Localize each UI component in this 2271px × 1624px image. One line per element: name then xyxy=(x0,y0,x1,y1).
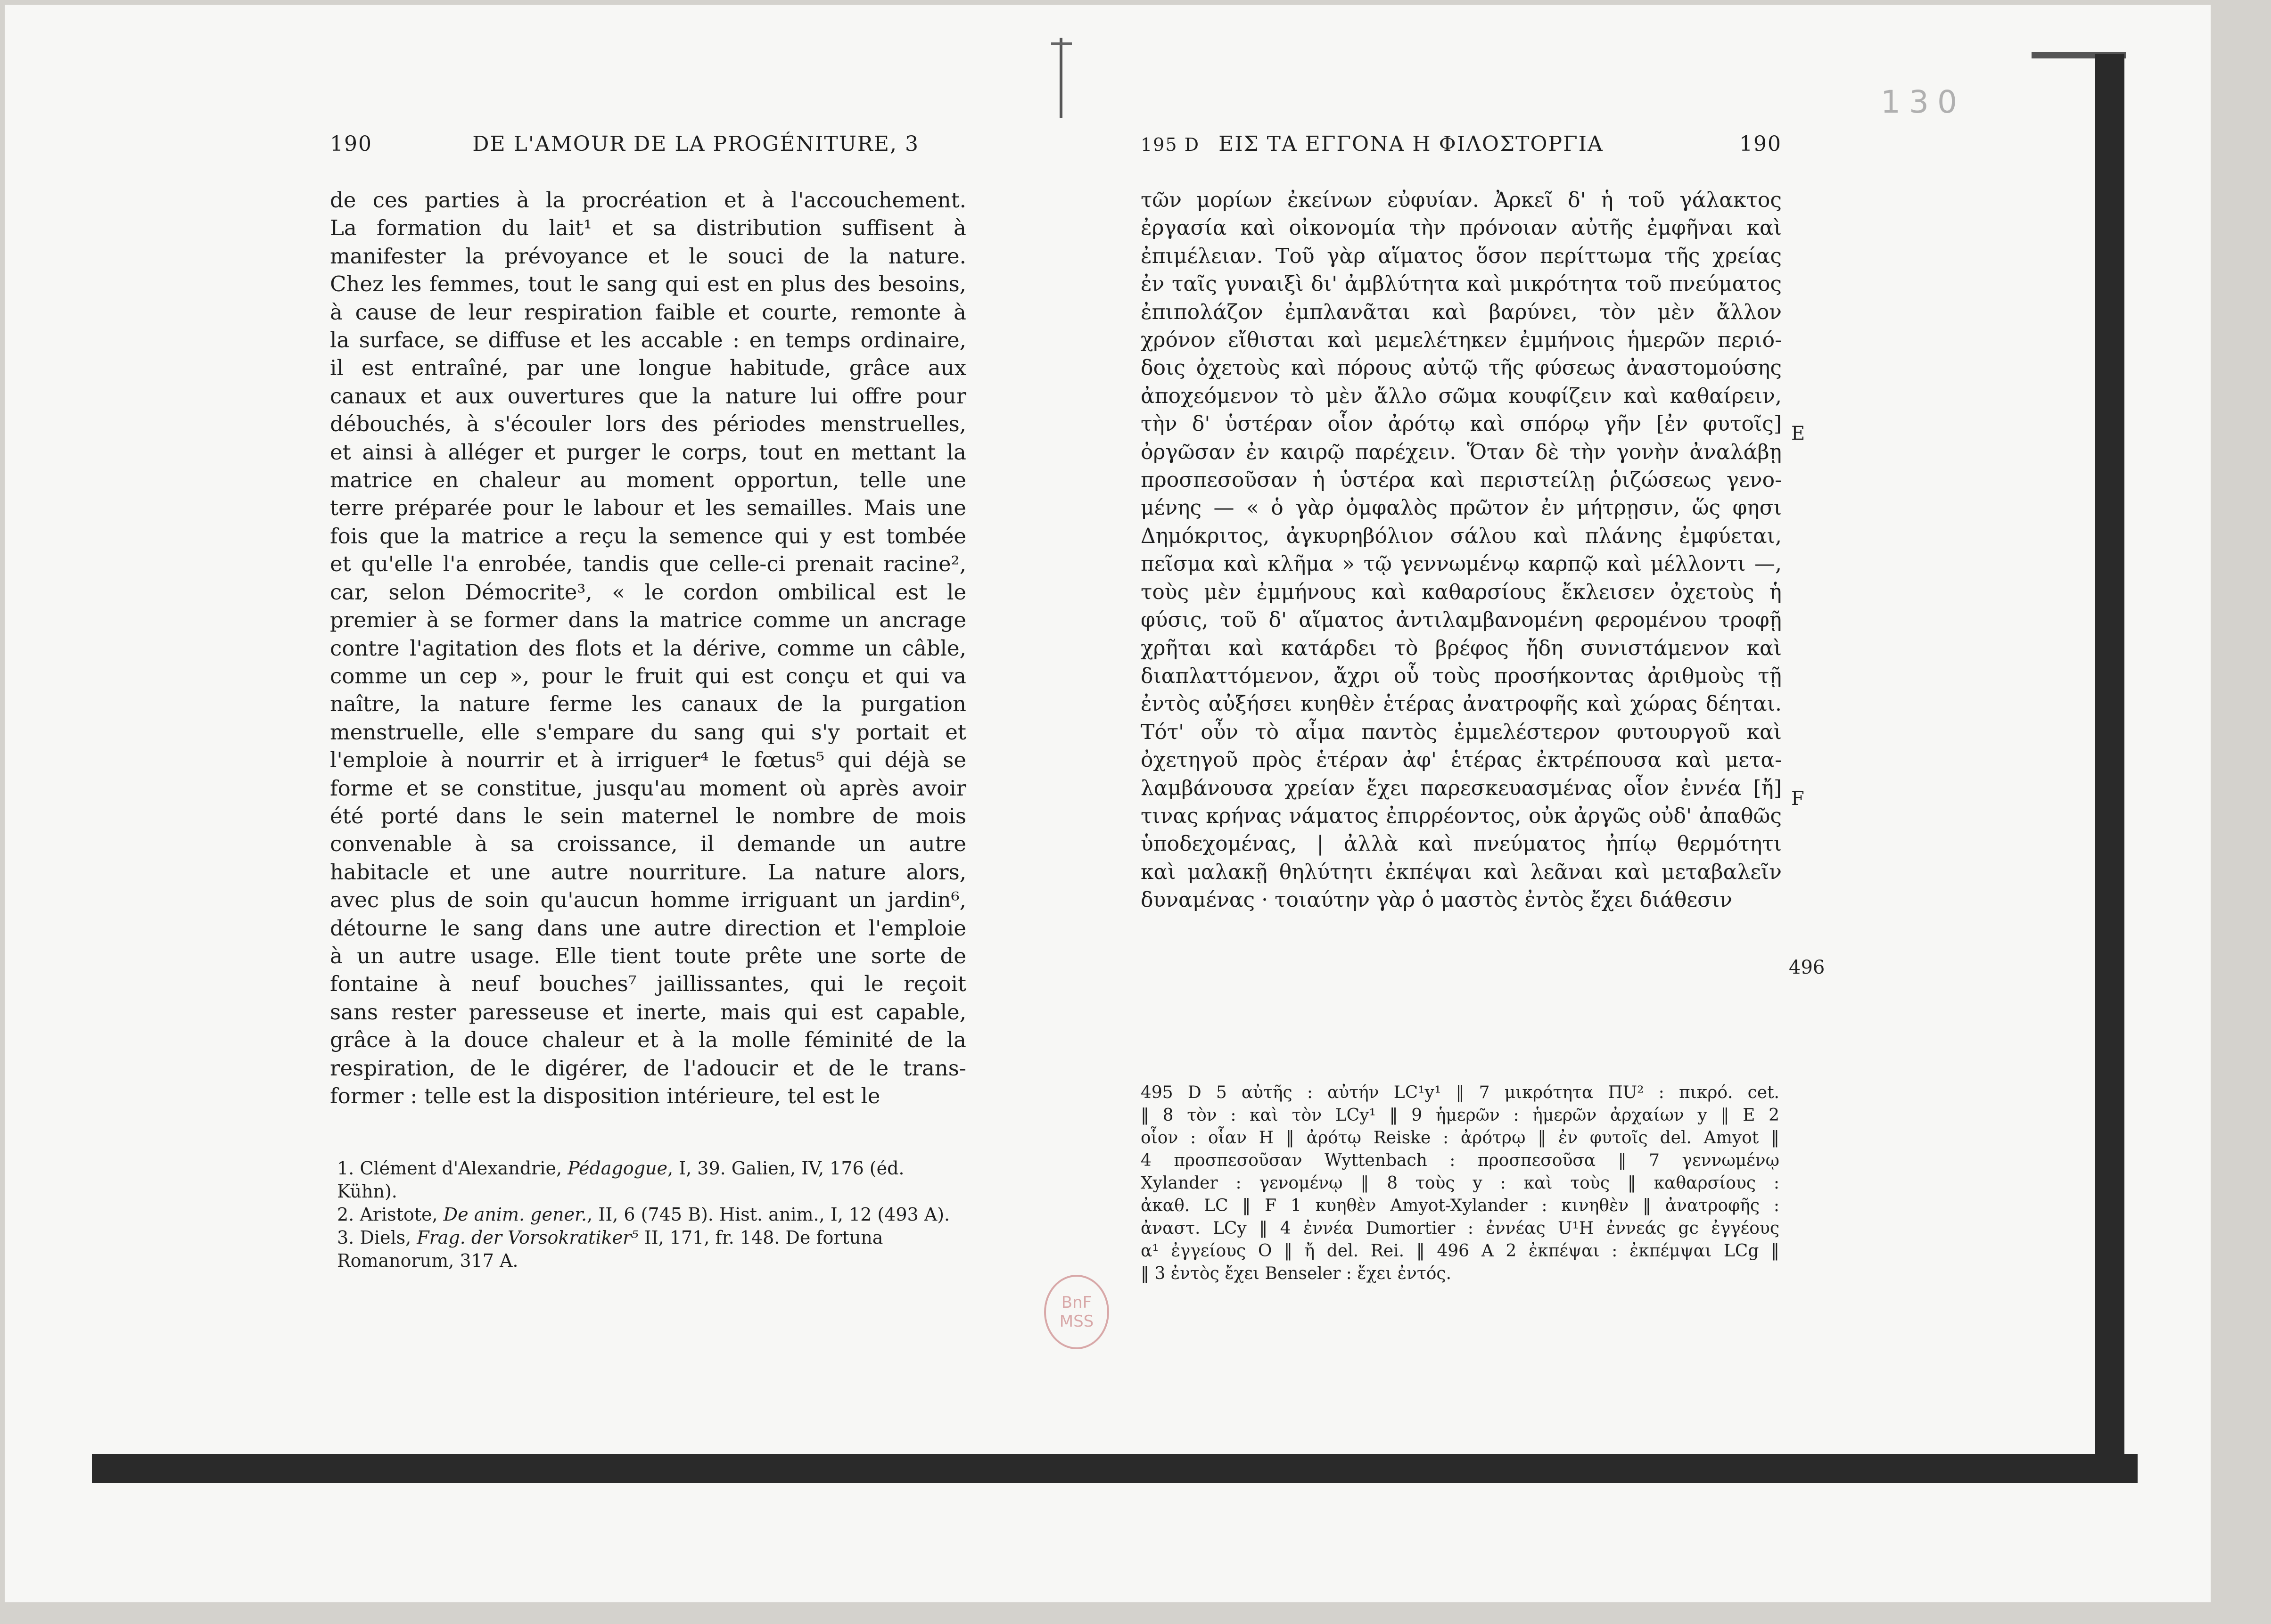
folio-stamp: 130 xyxy=(1881,84,1966,120)
footnote-it: De anim. gener. xyxy=(443,1204,587,1225)
section-reference: 195 D xyxy=(1141,134,1200,155)
text-line: naître, la nature ferme les canaux de la purgation xyxy=(330,691,966,717)
greek-text-line: ἐντὸς αὐξήσει κυηθὲν ἑτέρας ἀνατροφῆς καὶ χώρας δέηται. xyxy=(1141,692,1782,716)
footnote-post: , II, 6 (745 B). Hist. anim., I, 12 (493 A). xyxy=(587,1204,950,1225)
apparatus-line: ‖ 8 τὸν : καὶ τὸν LCy¹ ‖ 9 ἡμερῶν : ἡμερῶν ἀρχαίων y ‖ E 2 xyxy=(1141,1106,1779,1125)
text-line: premier à se former dans la matrice comme un ancrage xyxy=(330,607,966,633)
scan-edge-shadow-right xyxy=(2095,54,2124,1468)
stamp-line-2: MSS xyxy=(1059,1312,1094,1331)
text-line: manifester la prévoyance et le souci de la nature. xyxy=(330,243,966,269)
apparatus-line: α¹ ἐγγείους O ‖ ἤ del. Rei. ‖ 496 A 2 ἐκπέψαι : ἐκπέμψαι LCg ‖ xyxy=(1141,1241,1779,1261)
greek-text-line: ἐργασία καὶ οἰκονομία τὴν πρόνοιαν αὐτῆς ἐμφῆναι καὶ xyxy=(1141,216,1782,240)
greek-text-line: φύσις, τοῦ δ' αἵματος ἀντιλαμβανομένη φερομένου τροφῇ xyxy=(1141,608,1782,632)
greek-text-line: ἐπιμέλειαν. Τοῦ γὰρ αἵματος ὅσον περίττωμα τῆς χρείας xyxy=(1141,244,1782,268)
greek-text xyxy=(1141,186,1782,914)
footnote-it: Pédagogue xyxy=(568,1158,667,1179)
text-line: menstruelle, elle s'empare du sang qui s'y portait et xyxy=(330,719,966,745)
greek-text-line: ὀργῶσαν ἐν καιρῷ παρέχειν. Ὅταν δὲ τὴν γονὴν ἀναλάβῃ xyxy=(1141,440,1782,464)
text-line: car, selon Démocrite³, « le cordon ombilical est le xyxy=(330,579,966,605)
apparatus-line: ἀκαθ. LC ‖ F 1 κυηθὲν Amyot-Xylander : κινηθὲν ‖ ἀνατροφῆς : xyxy=(1141,1196,1779,1215)
greek-text-line: Δημόκριτος, ἀγκυρηβόλιον σάλου καὶ πλάνης ἐμφύεται, xyxy=(1141,524,1782,548)
greek-text-line: δοις ὀχετοὺς καὶ πόρους αὐτῷ τῆς φύσεως ἀναστομούσης xyxy=(1141,356,1782,380)
footnote-post: , I, 39. Galien, IV, 176 (éd. Kühn). xyxy=(337,1158,905,1202)
greek-text-line: τινας κρήνας νάματος ἐπιρρέοντος, οὐκ ἀργῶς οὐδ' ἀπαθῶς xyxy=(1141,804,1782,828)
gutter-mark xyxy=(1060,38,1062,118)
greek-text-line: ἀποχεόμενον τὸ μὲν ἄλλο σῶμα κουφίζειν καὶ καθαίρειν, xyxy=(1141,384,1782,408)
greek-text-line: τὴν δ' ὑστέραν οἷον ἀρότῳ καὶ σπόρῳ γῆν [ἐν φυτοῖς] xyxy=(1141,412,1782,436)
text-line: grâce à la douce chaleur et à la molle féminité de la xyxy=(330,1027,966,1053)
greek-text-line: τῶν μορίων ἐκείνων εὐφυίαν. Ἀρκεῖ δ' ἡ τοῦ γάλακτος xyxy=(1141,188,1782,212)
greek-text-line: προσπεσοῦσαν ἡ ὑστέρα καὶ περιστείλῃ ῥιζώσεως γενο- xyxy=(1141,468,1782,492)
scan-edge-shadow-bottom xyxy=(92,1454,2138,1483)
gutter-tick xyxy=(1051,42,1072,45)
text-line: forme et se constitue, jusqu'au moment où après avoir xyxy=(330,775,966,801)
text-line: terre préparée pour le labour et les semailles. Mais une xyxy=(330,495,966,521)
text-line: à cause de leur respiration faible et courte, remonte à xyxy=(330,299,966,325)
text-line: contre l'agitation des flots et la dérive, comme un câble, xyxy=(330,635,966,661)
text-line: Chez les femmes, tout le sang qui est en plus des besoins, xyxy=(330,271,966,297)
apparatus-line: 495 D 5 αὐτῆς : αὐτήν LC¹y¹ ‖ 7 μικρότητα ΠU² : πικρό. cet. xyxy=(1141,1083,1779,1102)
text-line: habitacle et une autre nourriture. La nature alors, xyxy=(330,859,966,885)
right-header-left xyxy=(1141,132,1604,156)
footnote xyxy=(337,1203,959,1226)
text-line: matrice en chaleur au moment opportun, telle une xyxy=(330,468,966,493)
greek-text-line: δυναμένας · τοιαύτην γὰρ ὁ μαστὸς ἐντὸς ἔχει διάθεσιν xyxy=(1141,888,1733,912)
text-line: de ces parties à la procréation et à l'accouchement. xyxy=(330,188,966,213)
bnf-library-stamp xyxy=(1044,1275,1109,1349)
greek-text-line: Τότ' οὖν τὸ αἷμα παντὸς ἐμμελέστερον φυτουργοῦ καὶ xyxy=(1141,720,1782,744)
text-line: respiration, de le digérer, de l'adoucir et de le trans- xyxy=(330,1055,966,1081)
text-line: convenable à sa croissance, il demande un autre xyxy=(330,831,966,857)
text-line: et ainsi à alléger et purger le corps, tout en mettant la xyxy=(330,439,966,465)
greek-text-line: διαπλαττόμενον, ἄχρι οὗ τοὺς προσήκοντας ἀριθμοὺς τῇ xyxy=(1141,664,1782,688)
footnote-pre: 1. Clément d'Alexandrie, xyxy=(337,1158,568,1179)
greek-text-line: πεῖσμα καὶ κλῆμα » τῷ γεννωμένῳ καρπῷ καὶ μέλλοντι —, xyxy=(1141,552,1782,576)
text-line: fontaine à neuf bouches⁷ jaillissantes, qui le reçoit xyxy=(330,971,966,997)
text-line: comme un cep », pour le fruit qui est conçu et qui va xyxy=(330,663,966,689)
margin-number-496: 496 xyxy=(1789,957,1825,978)
text-line: La formation du lait¹ et sa distribution suffisent à xyxy=(330,215,966,241)
footnote xyxy=(337,1157,959,1203)
apparatus-line: 4 προσπεσοῦσαν Wyttenbach : προσπεσοῦσα ‖ 7 γεννωμένῳ xyxy=(1141,1151,1779,1170)
text-line: la surface, se diffuse et les accable : en temps ordinaire, xyxy=(330,328,966,353)
critical-apparatus xyxy=(1141,1082,1779,1285)
left-page-text xyxy=(330,186,966,1110)
apparatus-line: Xylander : γενομένῳ ‖ 8 τοὺς y : καὶ τοὺς ‖ καθαρσίους : xyxy=(1141,1173,1779,1193)
greek-text-line: χρόνον εἴθισται καὶ μεμελέτηκεν ἐμμήνοις ἡμερῶν περιό- xyxy=(1141,328,1782,353)
text-line: canaux et aux ouvertures que la nature lui offre pour xyxy=(330,383,966,409)
right-running-title: ΕΙΣ ΤΑ ΕΓΓΟΝΑ Η ΦΙΛΟΣΤΟΡΓΙΑ xyxy=(1218,132,1604,156)
margin-letter-e: E xyxy=(1791,423,1805,444)
apparatus-line: ἀναστ. LCy ‖ 4 ἐννέα Dumortier : ἐννέας U¹H ἐννεάς gc ἐγγέους xyxy=(1141,1219,1779,1238)
text-line: il est entraîné, par une longue habitude, grâce aux xyxy=(330,355,966,381)
text-line: et qu'elle l'a enrobée, tandis que celle-ci prenait racine², xyxy=(330,551,966,577)
greek-text-line: καὶ μαλακῇ θηλύτητι ἐκπέψαι καὶ λεᾶναι καὶ μεταβαλεῖν xyxy=(1141,860,1782,884)
text-line: fois que la matrice a reçu la semence qui y est tombée xyxy=(330,523,966,549)
greek-text-line: ἐν ταῖς γυναιξὶ δι' ἀμβλύτητα καὶ μικρότητα τοῦ πνεύματος xyxy=(1141,272,1782,296)
left-page-footnotes xyxy=(337,1157,959,1272)
footnote xyxy=(337,1226,959,1272)
text-line: sans rester paresseuse et inerte, mais qui est capable, xyxy=(330,999,966,1025)
left-page-number: 190 xyxy=(330,132,372,156)
greek-text-line: ὑποδεχομένας, | ἀλλὰ καὶ πνεύματος ἠπίῳ θερμότητι xyxy=(1141,832,1782,856)
apparatus-line: ‖ 3 ἐντὸς ἔχει Benseler : ἔχει ἐντός. xyxy=(1141,1264,1452,1283)
footnote-it: Frag. der Vorsokratiker⁵ xyxy=(417,1227,639,1248)
text-line: l'emploie à nourrir et à irriguer⁴ le fœtus⁵ qui déjà se xyxy=(330,747,966,773)
greek-text-line: ὀχετηγοῦ πρὸς ἑτέραν ἀφ' ἑτέρας ἐκτρέπουσα καὶ μετα- xyxy=(1141,748,1782,772)
footnote-pre: 2. Aristote, xyxy=(337,1204,444,1225)
greek-text-line: λαμβάνουσα χρείαν ἔχει παρεσκευασμένας οἷον ἐννέα [ἤ] xyxy=(1141,776,1782,800)
greek-text-line: ἐπιπολάζον ἐμπλανᾶται καὶ βαρύνει, τὸν μὲν ἄλλον xyxy=(1141,300,1782,324)
footnote-post: II, 171, fr. 148. De fortuna Romanorum, 317 A. xyxy=(337,1227,883,1271)
text-line: avec plus de soin qu'aucun homme irriguant un jardin⁶, xyxy=(330,887,966,913)
footnote-pre: 3. Diels, xyxy=(337,1227,417,1248)
right-page-header xyxy=(1141,132,1782,165)
text-line: former : telle est la disposition intérieure, tel est le xyxy=(330,1083,880,1108)
stamp-line-1: BnF xyxy=(1061,1293,1092,1312)
right-page-number: 190 xyxy=(1739,132,1782,156)
text-line: débouchés, à s'écouler lors des périodes menstruelles, xyxy=(330,411,966,437)
text-line: détourne le sang dans une autre direction et l'emploie xyxy=(330,915,966,941)
apparatus-line: οἷον : οἷαν H ‖ ἀρότῳ Reiske : ἀρότρῳ ‖ ἐν φυτοῖς del. Amyot ‖ xyxy=(1141,1128,1779,1148)
text-line: à un autre usage. Elle tient toute prête une sorte de xyxy=(330,943,966,968)
margin-letter-f: F xyxy=(1791,788,1804,810)
left-page-header xyxy=(330,132,919,165)
greek-text-line: τοὺς μὲν ἐμμήνους καὶ καθαρσίους ἔκλεισεν ὀχετοὺς ἡ xyxy=(1141,580,1782,604)
greek-text-line: χρῆται καὶ κατάρδει τὸ βρέφος ἤδη συνιστάμενον καὶ xyxy=(1141,636,1782,660)
left-running-title: DE L'AMOUR DE LA PROGÉNITURE, 3 xyxy=(472,132,919,156)
greek-text-line: μένης — « ὁ γὰρ ὀμφαλὸς πρῶτον ἐν μήτρῃσιν, ὥς φησι xyxy=(1141,496,1782,520)
text-line: été porté dans le sein maternel le nombre de mois xyxy=(330,803,966,828)
